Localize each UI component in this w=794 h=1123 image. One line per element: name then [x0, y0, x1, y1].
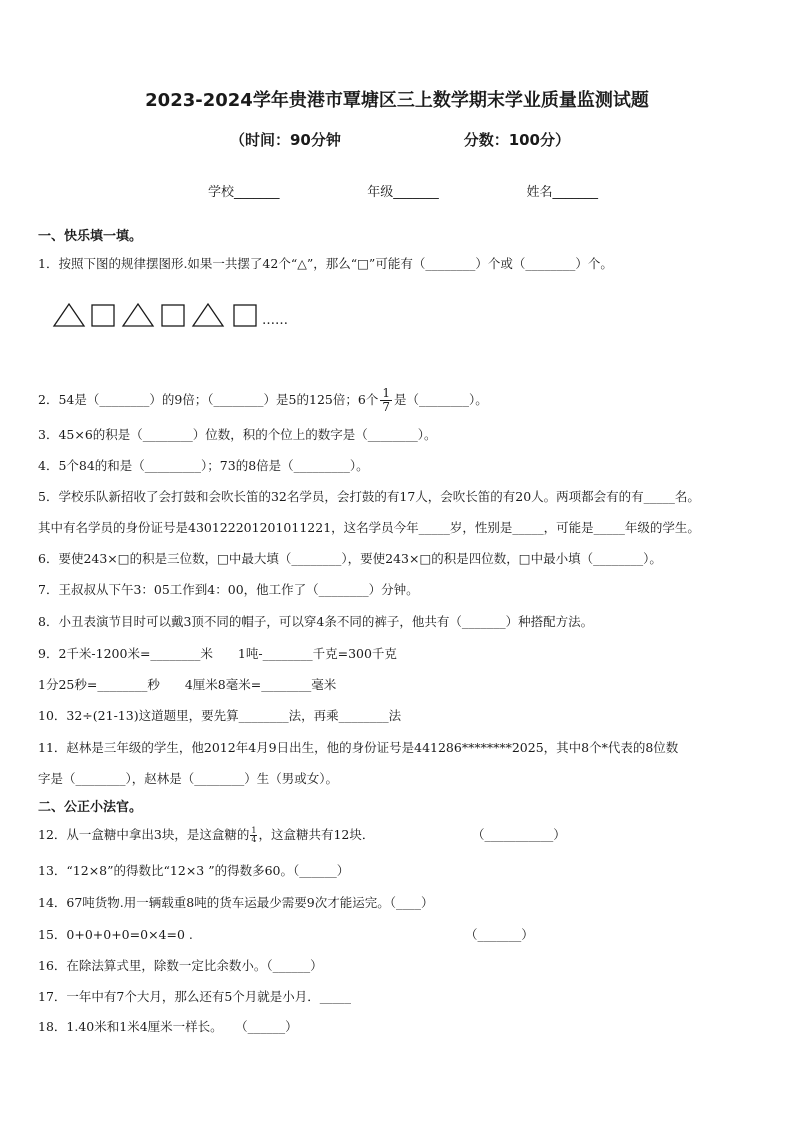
grade-field: 年级_______: [367, 185, 439, 200]
pattern-svg: [52, 302, 312, 330]
question-9-line-2: 1分25秒=________秒 4厘米8毫米=________毫米: [38, 677, 337, 692]
section-1-title: 一、快乐填一填。: [38, 229, 143, 244]
fraction-one-seventh: $\frac{1}{7}$: [382, 386, 390, 414]
time-limit: （时间：90分钟: [230, 131, 341, 149]
square-shape: [234, 305, 256, 326]
question-10: 10．32÷(21-13)这道题里，要先算________法，再乘________法: [38, 708, 402, 723]
question-15: 15．0+0+0+0=0×4=0 .: [38, 927, 193, 942]
question-2: 2．54是（________）的9倍；（________）是5的125倍；6个 $\frac{1}{7}$ 是（________）。: [38, 386, 488, 414]
question-7: 7．王叔叔从下午3：05工作到4：00，他工作了（________）分钟。: [38, 582, 419, 597]
total-score: 分数：100分）: [463, 131, 570, 149]
square-shape: [92, 305, 114, 326]
question-8: 8．小丑表演节目时可以戴3顶不同的帽子，可以穿4条不同的裤子，他共有（_______）种搭配方法。: [38, 614, 594, 629]
question-16: 16．在除法算式里，除数一定比余数小。（______）: [38, 958, 323, 973]
triangle-shape: [193, 304, 223, 326]
exam-title: 2023-2024学年贵港市覃塘区三上数学期末学业质量监测试题: [145, 90, 649, 111]
student-info: [208, 181, 598, 200]
question-12-answer-blank: （___________）: [472, 827, 566, 842]
question-3: 3．45×6的积是（________）位数，积的个位上的数字是（________）。: [38, 427, 437, 442]
question-13: 13．“12×8”的得数比“12×3 ”的得数多60。（______）: [38, 863, 350, 878]
school-field: 学校_______: [208, 185, 280, 200]
name-field: 姓名_______: [526, 185, 598, 200]
exam-subtitle: [230, 129, 570, 150]
question-5-line-1: 5．学校乐队新招收了会打鼓和会吹长笛的32名学员，会打鼓的有17人，会吹长笛的有20人。两项都会有的有_____名。: [38, 489, 700, 504]
question-15-answer-blank: （_______）: [465, 927, 534, 942]
question-11-line-1: 11．赵林是三年级的学生，他2012年4月9日出生，他的身份证号是441286********2025，其中8个*代表的8位数: [38, 740, 679, 755]
shape-pattern: [52, 302, 312, 334]
section-2-title: 二、公正小法官。: [38, 800, 143, 815]
question-5-line-2: 其中有名学员的身份证号是430122201201011221，这名学员今年_____岁，性别是_____，可能是_____年级的学生。: [38, 520, 700, 535]
square-shape: [162, 305, 184, 326]
triangle-shape: [123, 304, 153, 326]
fraction-one-quarter: $\frac{1}{4}$: [251, 826, 257, 844]
question-11-line-2: 字是（________），赵林是（________）生（男或女）。: [38, 771, 339, 786]
question-17: 17．一年中有7个大月，那么还有5个月就是小月．_____: [38, 989, 352, 1004]
question-1: 1．按照下图的规律摆图形.如果一共摆了42个“△”，那么“□”可能有（________）个或（________）个。: [38, 256, 613, 271]
triangle-shape: [54, 304, 84, 326]
pattern-ellipsis: ……: [262, 313, 288, 328]
question-14: 14．67吨货物.用一辆载重8吨的货车运最少需要9次才能运完。（____）: [38, 895, 434, 910]
question-12: 12．从一盒糖中拿出3块，是这盒糖的 $\frac{1}{4}$ ，这盒糖共有12块．: [38, 826, 375, 844]
question-6: 6．要使243×□的积是三位数，□中最大填（________），要使243×□的积是四位数，□中最小填（________）。: [38, 551, 662, 566]
question-4: 4．5个84的和是（_________）；73的8倍是（_________）。: [38, 458, 369, 473]
question-9-line-1: 9．2千米-1200米=________米 1吨-________千克=300千克: [38, 646, 397, 661]
question-18: 18．1.40米和1米4厘米一样长。 （______）: [38, 1019, 298, 1034]
